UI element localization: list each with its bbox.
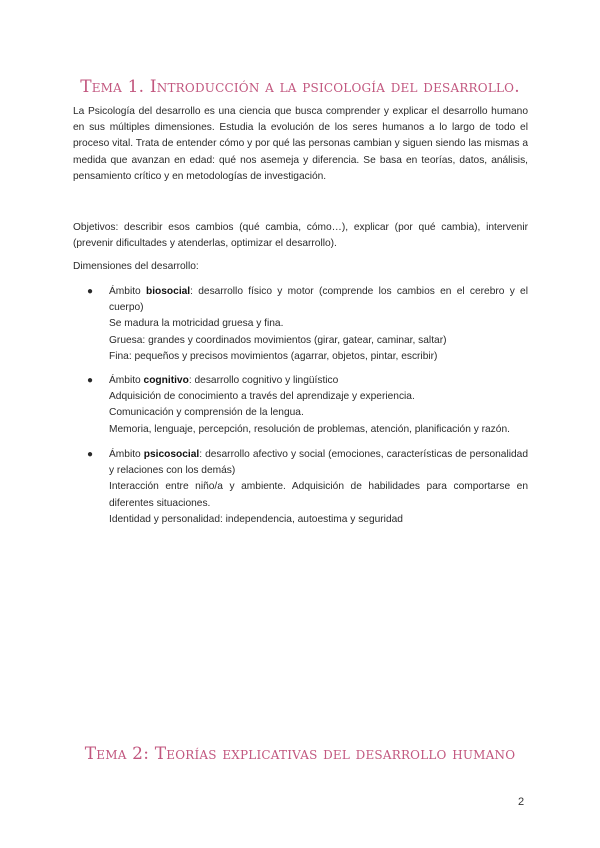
list-item-lead [109,447,528,479]
lead-prefix: Ámbito [109,375,144,386]
objectives-paragraph: Objetivos: describir esos cambios (qué cambia, cómo…), explicar (por qué cambia), intervenir (prevenir dificultades y atenderlas, optimizar el desarrollo). [73,222,528,250]
section-title-tema-2: Tema 2: Teorías explicativas del desarrollo humano [84,744,516,764]
detail-line: Interacción entre niño/a y ambiente. Adquisición de habilidades para comportarse en diferentes situaciones. [109,481,528,509]
detail-line: Gruesa: grandes y coordinados movimientos (girar, gatear, caminar, saltar) [109,334,447,346]
page-number: 2 [518,796,525,808]
bullet-icon: ● [87,286,94,297]
dimensions-label: Dimensiones del desarrollo: [73,261,199,272]
detail-line: Adquisición de conocimiento a través del aprendizaje y experiencia. [109,391,415,403]
lead-rest: : desarrollo cognitivo y lingüístico [188,375,339,386]
lead-keyword: psicosocial [143,449,200,460]
section-title-tema-1: Tema 1. Introducción a la psicología del desarrollo. [80,77,520,97]
intro-paragraph: La Psicología del desarrollo es una ciencia que busca comprender y explicar el desarrollo humano en sus múltiples dimensiones. Estudia la evolución de los seres humanos a lo largo de todo el proceso vital. Trata de entender cómo y por qué las personas cambian y siguen siendo las mismas a medida que avanzan en edad: qué nos asemeja y diferencia. Se basa en teorías, datos, análisis, pensamiento crítico y en metodologías de investigación. [73,106,528,182]
lead-keyword: biosocial [145,286,191,297]
detail-line: Fina: pequeños y precisos movimientos (agarrar, objetos, pintar, escribir) [109,350,438,362]
lead-prefix: Ámbito [109,286,146,297]
bullet-icon: ● [87,449,94,460]
list-item-psicosocial [73,447,528,528]
detail-line: Se madura la motricidad gruesa y fina. [109,318,284,330]
lead-rest: : desarrollo físico y motor (comprende los cambios en el cerebro y el cuerpo) [109,286,528,314]
bullet-icon: ● [87,375,94,386]
lead-keyword: cognitivo [143,375,189,386]
list-item-lead [109,373,528,389]
lead-prefix: Ámbito [109,449,144,460]
detail-line: Memoria, lenguaje, percepción, resolución de problemas, atención, planificación y razón. [109,423,510,435]
list-item-lead [109,284,528,316]
detail-line: Comunicación y comprensión de la lengua. [109,407,304,419]
lead-rest: : desarrollo afectivo y social (emociones, características de personalidad y relaciones con los demás) [109,449,528,477]
list-item-biosocial [73,284,528,365]
detail-line: Identidad y personalidad: independencia, autoestima y seguridad [109,513,403,525]
list-item-cognitivo [73,373,528,438]
